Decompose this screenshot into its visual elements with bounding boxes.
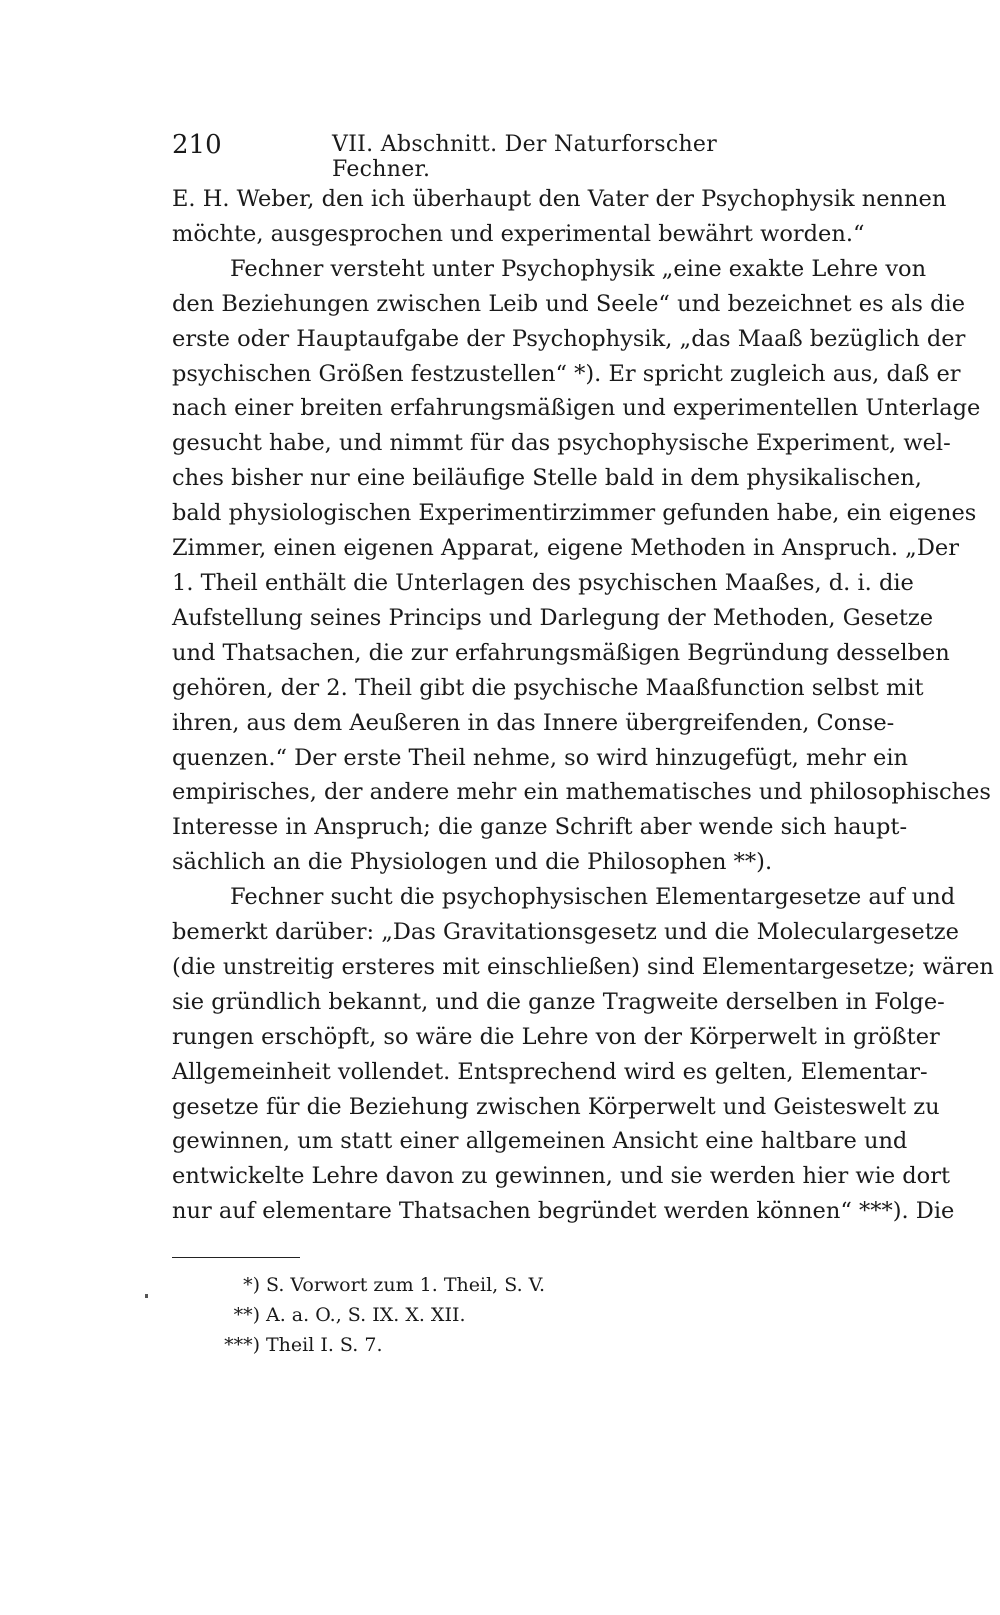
footnote-text: S. Vorwort zum 1. Theil, S. V. [266,1274,546,1296]
text-line: und Thatsachen, die zur erfahrungsmäßigen Begründung desselben [172,639,950,666]
footnote-text: A. a. O., S. IX. X. XII. [266,1304,466,1326]
text-line: Fechner versteht unter Psychophysik „eine exakte Lehre von [230,255,927,282]
text-line: Interesse in Anspruch; die ganze Schrift aber wende sich haupt- [172,814,908,841]
footnote [218,1300,718,1330]
scan-speck [145,1294,148,1298]
text-line: Fechner sucht die psychophysischen Elementargesetze auf und [230,884,956,911]
text-line: nach einer breiten erfahrungsmäßigen und experimentellen Unterlage [172,395,981,422]
text-line: quenzen.“ Der erste Theil nehme, so wird hinzugefügt, mehr ein [172,744,909,771]
text-line: Zimmer, einen eigenen Apparat, eigene Methoden in Anspruch. „Der [172,535,959,562]
text-line: Allgemeinheit vollendet. Entsprechend wird es gelten, Elementar- [172,1058,928,1085]
running-head: VII. Abschnitt. Der Naturforscher Fechner. [332,132,718,182]
footnote-mark: *) [243,1274,260,1296]
text-line: 1. Theil enthält die Unterlagen des psychischen Maaßes, d. i. die [172,569,914,596]
footnote [218,1330,718,1360]
text-line: bemerkt darüber: „Das Gravitationsgesetz und die Moleculargesetze [172,919,959,946]
text-line: gesetze für die Beziehung zwischen Körperwelt und Geisteswelt zu [172,1093,940,1120]
text-line: psychischen Größen festzustellen“ *). Er spricht zugleich aus, daß er [172,360,961,387]
page-number: 210 [172,130,222,160]
text-line: E. H. Weber, den ich überhaupt den Vater der Psychophysik nennen [172,186,947,212]
footnote-mark: **) [233,1304,260,1326]
text-line: den Beziehungen zwischen Leib und Seele“ und bezeichnet es als die [172,290,966,317]
text-line: möchte, ausgesprochen und experimental bewährt worden.“ [172,220,865,247]
text-line: ihren, aus dem Aeußeren in das Innere übergreifenden, Conse- [172,709,895,736]
text-line: rungen erschöpft, so wäre die Lehre von der Körperwelt in größter [172,1023,940,1050]
text-line: gehören, der 2. Theil gibt die psychische Maaßfunction selbst mit [172,674,924,701]
footnotes [218,1270,718,1360]
text-line: gesucht habe, und nimmt für das psychophysische Experiment, wel- [172,430,951,457]
text-line: sächlich an die Physiologen und die Philosophen **). [172,849,773,876]
footnote-divider [172,1257,300,1258]
footnote [218,1270,718,1300]
text-line: Aufstellung seines Princips und Darlegung der Methoden, Gesetze [172,604,934,631]
footnote-text: Theil I. S. 7. [266,1334,383,1356]
text-line: empirisches, der andere mehr ein mathematisches und philosophisches [172,779,991,806]
text-line: ches bisher nur eine beiläufige Stelle bald in dem physikalischen, [172,465,922,492]
text-line: gewinnen, um statt einer allgemeinen Ansicht eine haltbare und [172,1128,908,1155]
text-line: sie gründlich bekannt, und die ganze Tragweite derselben in Folge- [172,988,945,1015]
text-line: bald physiologischen Experimentirzimmer gefunden habe, ein eigenes [172,500,977,527]
text-line: (die unstreitig ersteres mit einschließen) sind Elementargesetze; wären [172,953,994,980]
body-text [172,182,994,1229]
text-line: erste oder Hauptaufgabe der Psychophysik, „das Maaß bezüglich der [172,325,966,352]
text-line: entwickelte Lehre davon zu gewinnen, und sie werden hier wie dort [172,1163,951,1190]
footnote-mark: ***) [224,1334,260,1356]
page-header [172,130,732,182]
text-line: nur auf elementare Thatsachen begründet werden können“ ***). Die [172,1198,955,1225]
